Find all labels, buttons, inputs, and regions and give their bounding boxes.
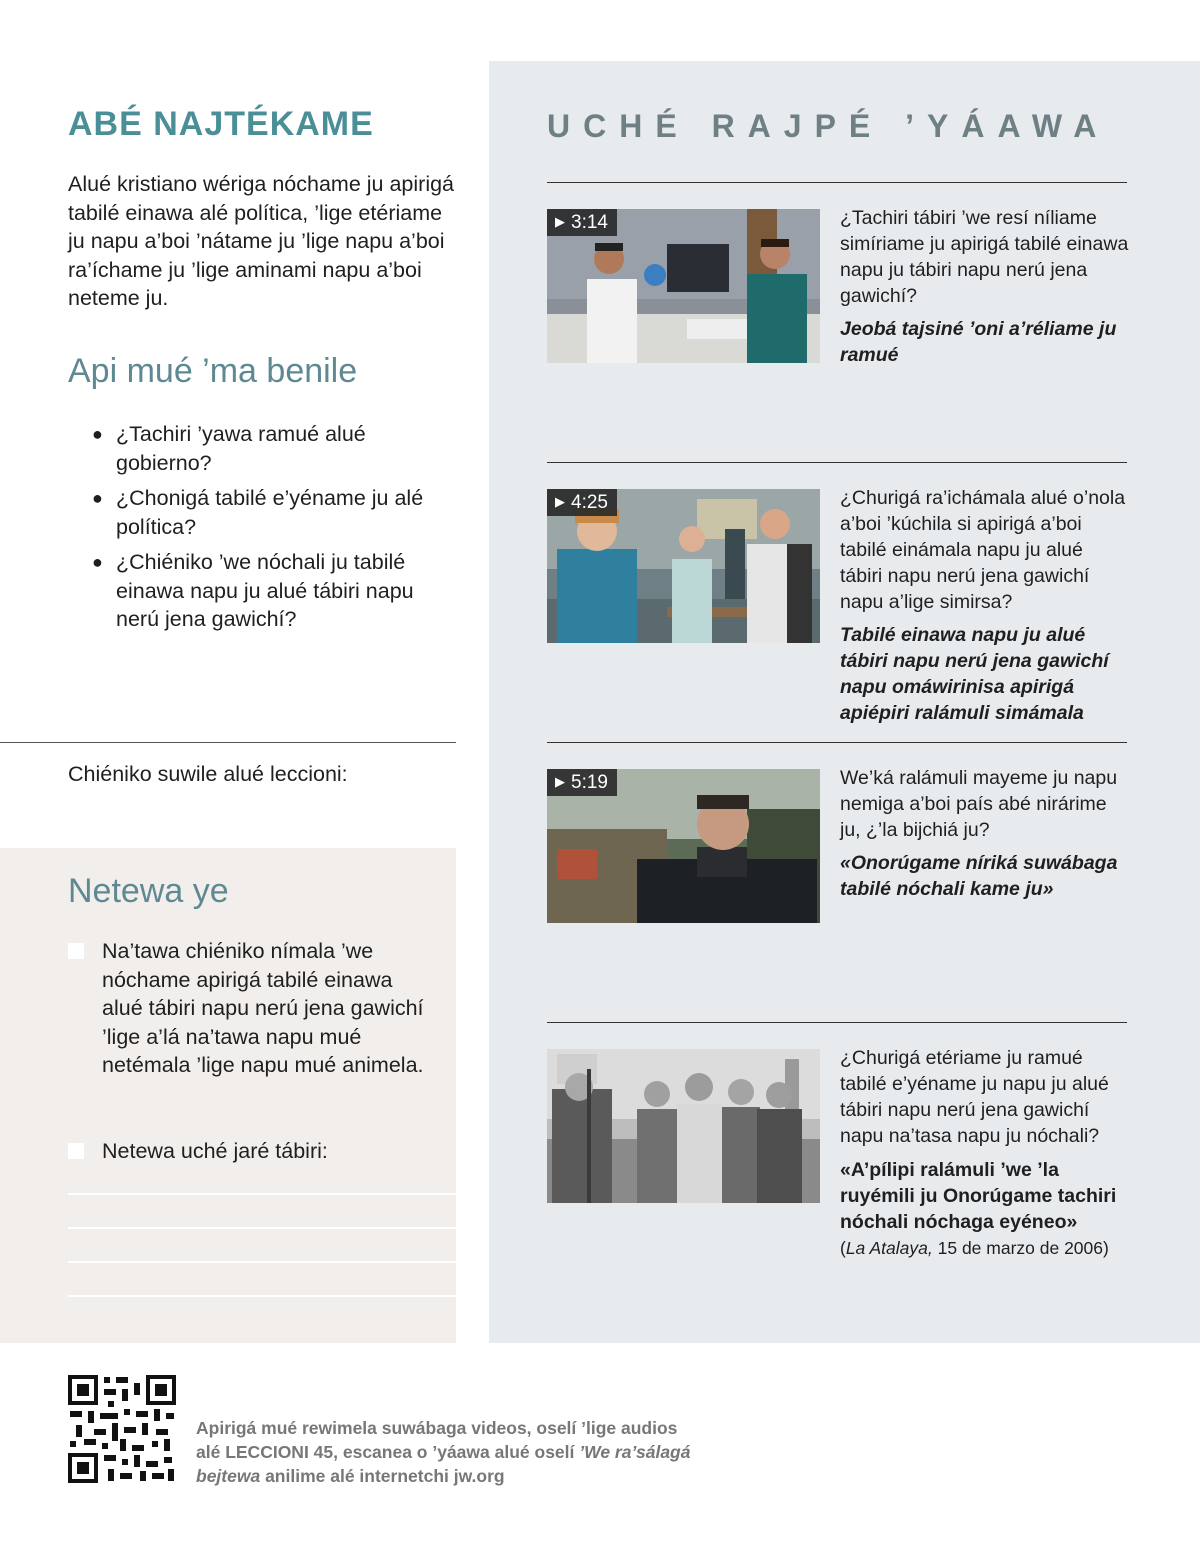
goal-title: Netewa ye (68, 872, 229, 910)
video-question: We’ká ralámuli mayeme ju napu nemiga a’boi país abé nirárime ju, ¿’la bijchiá ju? (840, 767, 1118, 841)
article-illustration[interactable] (547, 1049, 820, 1203)
video-thumbnail[interactable] (547, 769, 820, 923)
footer-note: Apirigá mué rewimela suwábaga videos, oselí ’lige audios alé LECCIONI 45, escanea o ’yáawa alué oselí ’We ra’sálagá bejtewa anilime alé internetchi jw.org (196, 1418, 691, 1486)
video-title[interactable]: Jeobá tajsiné ’oni a’réliame ju ramué (840, 318, 1117, 366)
video-duration-badge: ▶ 3:14 (547, 209, 617, 236)
video-question: ¿Churigá ra’ichámala alué o’nola a’boi ’kúchila si apirigá a’boi tabilé einámala napu ju alué tábiri napu nerú jena gawichí napu a’lige simirsa? (840, 487, 1126, 613)
divider (547, 742, 1127, 743)
divider (547, 182, 1127, 183)
video-title[interactable]: Tabilé einawa napu ju alué tábiri napu nerú jena gawichí napu omáwirinisa apirigá apiépiri ralámuli simámala (840, 624, 1109, 724)
writing-line[interactable] (68, 1261, 456, 1263)
video-title[interactable]: «Onorúgame níriká suwábaga tabilé nóchali kame ju» (840, 852, 1118, 900)
article-question: ¿Churigá etériame ju ramué tabilé e’yéname ju napu ju alué tábiri napu nerú jena gawichí napu na’tasa napu ju nóchali? (840, 1047, 1109, 1147)
video-duration-badge: ▶ 5:19 (547, 769, 617, 796)
checkbox[interactable] (68, 943, 84, 959)
goal-box (0, 848, 456, 1343)
video-thumbnail[interactable] (547, 489, 820, 643)
review-questions (92, 420, 452, 641)
learned-label: Chiéniko suwile alué leccioni: (68, 762, 348, 786)
article-source: (La Atalaya, 15 de marzo de 2006) (840, 1238, 1109, 1258)
review-title: Api mué ’ma benile (68, 352, 358, 390)
qr-code-icon[interactable] (68, 1375, 176, 1483)
goal-item: Netewa uché jaré tábiri: (68, 1137, 428, 1166)
checkbox[interactable] (68, 1143, 84, 1159)
writing-line[interactable] (68, 1193, 456, 1195)
goal-item: Na’tawa chiéniko nímala ’we nóchame apirigá tabilé einawa alué tábiri napu nerú jena gawichí ’lige a’lá na’tawa napu mué netémala ’lige napu mué animela. (68, 937, 428, 1080)
play-icon: ▶ (555, 494, 565, 509)
divider (0, 742, 456, 743)
bullet-icon: ● (92, 552, 103, 572)
play-icon: ▶ (555, 774, 565, 789)
video-question: ¿Tachiri tábiri ’we resí níliame simíriame ju apirigá tabilé einawa napu ju tábiri napu nerú jena gawichí? (840, 207, 1129, 307)
bullet-icon: ● (92, 424, 103, 444)
video-duration-badge: ▶ 4:25 (547, 489, 617, 516)
article-title[interactable]: «A’pílipi ralámuli ’we ’la ruyémili ju Onorúgame tachiri nóchali nóchaga eyéneo» (840, 1159, 1117, 1233)
divider (547, 1022, 1127, 1023)
review-question: ● ¿Tachiri ’yawa ramué alué gobierno? (92, 422, 366, 475)
review-question: ● ¿Chiéniko ’we nóchali ju tabilé einawa napu ju alué tábiri napu nerú jena gawichí? (92, 550, 414, 631)
explore-title: UCHÉ RAJPÉ ’YÁAWA (547, 108, 1110, 144)
summary-title: ABÉ NAJTÉKAME (68, 105, 374, 143)
summary-body: Alué kristiano wériga nóchame ju apirigá tabilé einawa alé política, ’lige etériame ju napu a’boi ’nátame ju ’lige napu a’boi ra’íchame ju ’lige aminami napu a’boi neteme ju. (68, 172, 455, 310)
divider (547, 462, 1127, 463)
play-icon: ▶ (555, 214, 565, 229)
review-question: ● ¿Chonigá tabilé e’yéname ju alé política? (92, 486, 424, 539)
bullet-icon: ● (92, 488, 103, 508)
writing-line[interactable] (68, 1227, 456, 1229)
video-thumbnail[interactable] (547, 209, 820, 363)
writing-line[interactable] (68, 1295, 456, 1297)
